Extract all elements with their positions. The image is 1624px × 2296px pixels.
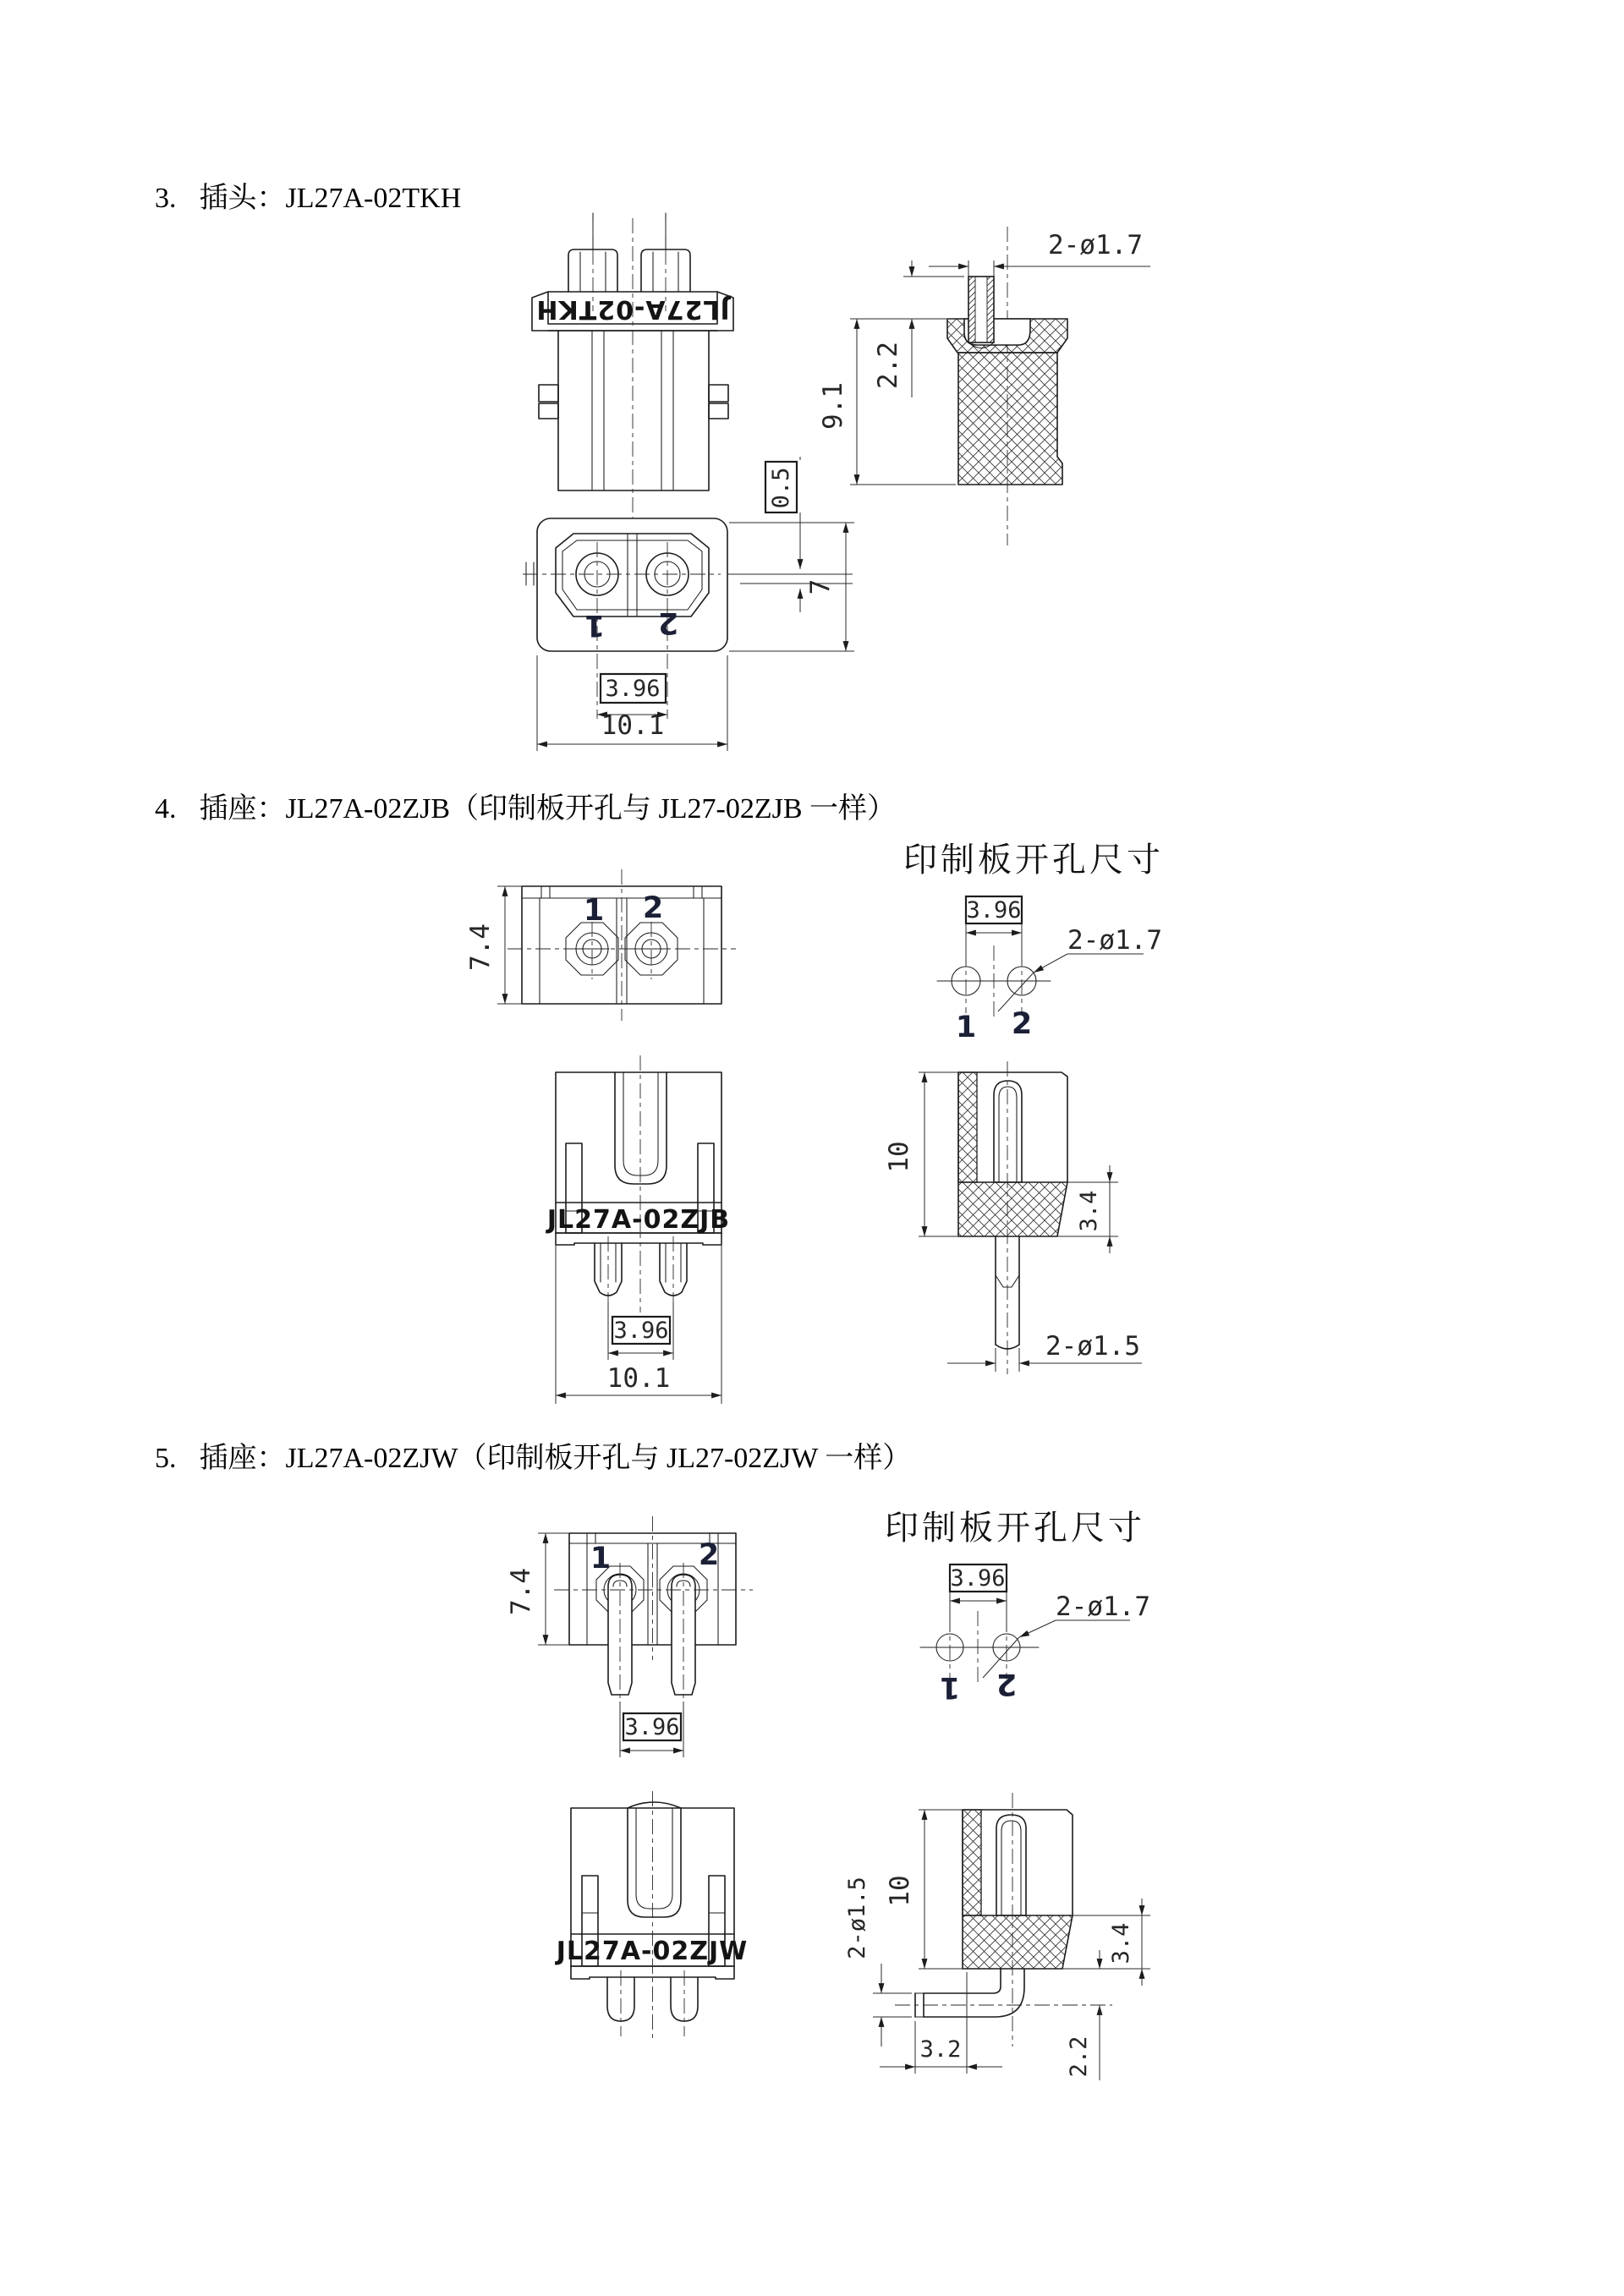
heading-4-number: 4. (155, 793, 177, 825)
fig4-pin-1: 1 (583, 894, 605, 928)
fig4-dim-flange-h: 3.4 (1076, 1190, 1102, 1232)
heading-5-number: 5. (155, 1443, 177, 1474)
fig3-bottom-view (523, 457, 854, 751)
fig4-pcb-hole-view (903, 841, 1164, 1044)
fig3-terminal-1: 1 (584, 608, 606, 642)
fig4-dim-body-h: 10 (884, 1141, 914, 1173)
heading-5-title: 插座：JL27A-02ZJW（印制板开孔与 JL27-02ZJW 一样） (199, 1443, 912, 1474)
fig4-hole-2: 2 (1011, 1007, 1033, 1041)
fig4-dim-width: 10.1 (606, 1363, 671, 1394)
fig4-dim-pcb-pitch: 3.96 (966, 897, 1022, 923)
fig4-pcb-title: 印制板开孔尺寸 (903, 841, 1164, 879)
fig3-terminal-2: 2 (657, 606, 679, 639)
fig3-part-label: JL27A-02TKH (535, 294, 730, 324)
fig5-pcb-title: 印制板开孔尺寸 (885, 1509, 1145, 1548)
fig5-dim-pin-dia: 2-ø1.5 (844, 1877, 870, 1959)
fig4-dim-height: 7.4 (465, 923, 496, 971)
fig5-pin-1: 1 (590, 1542, 612, 1575)
fig5-dim-pitch: 3.96 (624, 1714, 680, 1740)
fig5-pcb-hole-view (885, 1509, 1150, 1704)
fig4-front-view (546, 1055, 730, 1404)
fig4-hole-1: 1 (955, 1011, 977, 1044)
fig5-dim-flange-h: 3.4 (1108, 1922, 1134, 1964)
fig4-pin-2: 2 (642, 891, 664, 925)
fig5-dim-pcb-pitch: 3.96 (950, 1565, 1006, 1592)
fig5-front-view (555, 1791, 748, 2040)
fig5-dim-hole-dia: 2-ø1.7 (1056, 1592, 1150, 1622)
fig4-dim-pitch: 3.96 (613, 1318, 669, 1344)
fig5-top-view (506, 1516, 753, 1757)
fig5-pin-2: 2 (698, 1538, 720, 1572)
fig3-dim-pin-dia: 2-ø1.7 (1048, 230, 1143, 260)
fig5-dim-height: 7.4 (506, 1568, 536, 1615)
heading-4-title: 插座：JL27A-02ZJB（印制板开孔与 JL27-02ZJB 一样） (199, 793, 897, 825)
fig3-dim-height: 7 (805, 578, 836, 595)
fig5-dim-foot-off: 2.2 (1066, 2036, 1092, 2078)
fig3-side-section-view (818, 227, 1150, 545)
fig3-dim-offset: 0.5 (768, 467, 794, 509)
fig5-hole-2: 2 (996, 1667, 1018, 1701)
fig3-dim-pin-h: 2.2 (873, 342, 903, 389)
fig5-part-label: JL27A-02ZJW (556, 1937, 749, 1966)
fig5-hole-1: 1 (939, 1670, 961, 1704)
fig4-side-section-view (884, 1061, 1142, 1374)
fig3-dim-body-h: 9.1 (818, 382, 848, 430)
fig5-side-section-view (844, 1793, 1150, 2080)
fig5-dim-body-h: 10 (885, 1875, 915, 1907)
heading-3-title: 插头：JL27A-02TKH (199, 183, 462, 214)
fig3-dim-pitch: 3.96 (605, 676, 661, 702)
fig4-dim-pin-dia: 2-ø1.5 (1045, 1331, 1140, 1362)
heading-3-number: 3. (155, 183, 177, 214)
fig3-front-view (532, 213, 733, 518)
fig5-dim-foot-len: 3.2 (919, 2036, 962, 2063)
fig4-dim-hole-dia: 2-ø1.7 (1067, 925, 1162, 956)
fig3-dim-width: 10.1 (601, 710, 665, 741)
fig4-part-label: JL27A-02ZJB (546, 1205, 731, 1235)
fig4-top-view (465, 869, 736, 1021)
